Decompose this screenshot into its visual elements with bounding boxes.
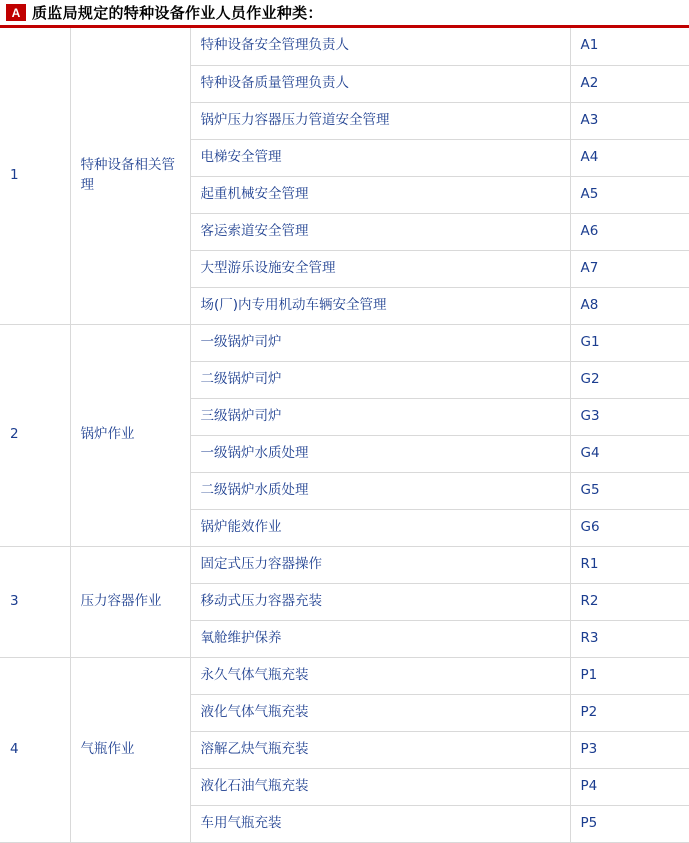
job-type-code-cell: R2: [570, 583, 689, 620]
job-type-code-cell: R3: [570, 620, 689, 657]
table-row: [0, 28, 689, 65]
group-category-cell: 压力容器作业: [70, 546, 190, 657]
job-type-code-cell: A1: [570, 28, 689, 65]
job-type-name-cell: 客运索道安全管理: [190, 213, 570, 250]
table-row: [0, 324, 689, 361]
job-type-code-cell: A4: [570, 139, 689, 176]
group-category-cell: 气瓶作业: [70, 657, 190, 842]
job-type-code-cell: A8: [570, 287, 689, 324]
job-type-name-cell: 起重机械安全管理: [190, 176, 570, 213]
job-type-code-cell: P3: [570, 731, 689, 768]
job-type-code-cell: G4: [570, 435, 689, 472]
job-type-name-cell: 锅炉能效作业: [190, 509, 570, 546]
job-type-name-cell: 移动式压力容器充装: [190, 583, 570, 620]
job-type-name-cell: 特种设备质量管理负责人: [190, 65, 570, 102]
job-type-code-cell: G3: [570, 398, 689, 435]
special-equipment-categories-table: [0, 28, 689, 843]
job-type-code-cell: P5: [570, 805, 689, 842]
job-type-name-cell: 液化气体气瓶充装: [190, 694, 570, 731]
group-category-cell: 锅炉作业: [70, 324, 190, 546]
job-type-name-cell: 氧舱维护保养: [190, 620, 570, 657]
job-type-code-cell: G5: [570, 472, 689, 509]
job-type-code-cell: A6: [570, 213, 689, 250]
job-type-name-cell: 特种设备安全管理负责人: [190, 28, 570, 65]
table-row: [0, 546, 689, 583]
group-category-cell: 特种设备相关管理: [70, 28, 190, 324]
job-type-code-cell: G2: [570, 361, 689, 398]
job-type-code-cell: A2: [570, 65, 689, 102]
table-row: [0, 657, 689, 694]
job-type-code-cell: R1: [570, 546, 689, 583]
section-header: [0, 0, 689, 28]
group-number-cell: 4: [0, 657, 70, 842]
job-type-name-cell: 锅炉压力容器压力管道安全管理: [190, 102, 570, 139]
job-type-name-cell: 三级锅炉司炉: [190, 398, 570, 435]
job-type-name-cell: 永久气体气瓶充装: [190, 657, 570, 694]
job-type-name-cell: 液化石油气瓶充装: [190, 768, 570, 805]
job-type-code-cell: A3: [570, 102, 689, 139]
job-type-name-cell: 场(厂)内专用机动车辆安全管理: [190, 287, 570, 324]
job-type-code-cell: P1: [570, 657, 689, 694]
job-type-name-cell: 一级锅炉司炉: [190, 324, 570, 361]
job-type-name-cell: 固定式压力容器操作: [190, 546, 570, 583]
group-number-cell: 2: [0, 324, 70, 546]
job-type-name-cell: 电梯安全管理: [190, 139, 570, 176]
job-type-code-cell: A5: [570, 176, 689, 213]
section-badge: A: [6, 4, 26, 21]
job-type-name-cell: 溶解乙炔气瓶充装: [190, 731, 570, 768]
job-type-code-cell: G1: [570, 324, 689, 361]
job-type-code-cell: P4: [570, 768, 689, 805]
job-type-code-cell: A7: [570, 250, 689, 287]
group-number-cell: 3: [0, 546, 70, 657]
job-type-code-cell: P2: [570, 694, 689, 731]
job-type-name-cell: 一级锅炉水质处理: [190, 435, 570, 472]
table-body: [0, 28, 689, 842]
job-type-code-cell: G6: [570, 509, 689, 546]
page-title: 质监局规定的特种设备作业人员作业种类：: [32, 4, 323, 22]
group-number-cell: 1: [0, 28, 70, 324]
job-type-name-cell: 车用气瓶充装: [190, 805, 570, 842]
job-type-name-cell: 二级锅炉水质处理: [190, 472, 570, 509]
job-type-name-cell: 二级锅炉司炉: [190, 361, 570, 398]
job-type-name-cell: 大型游乐设施安全管理: [190, 250, 570, 287]
